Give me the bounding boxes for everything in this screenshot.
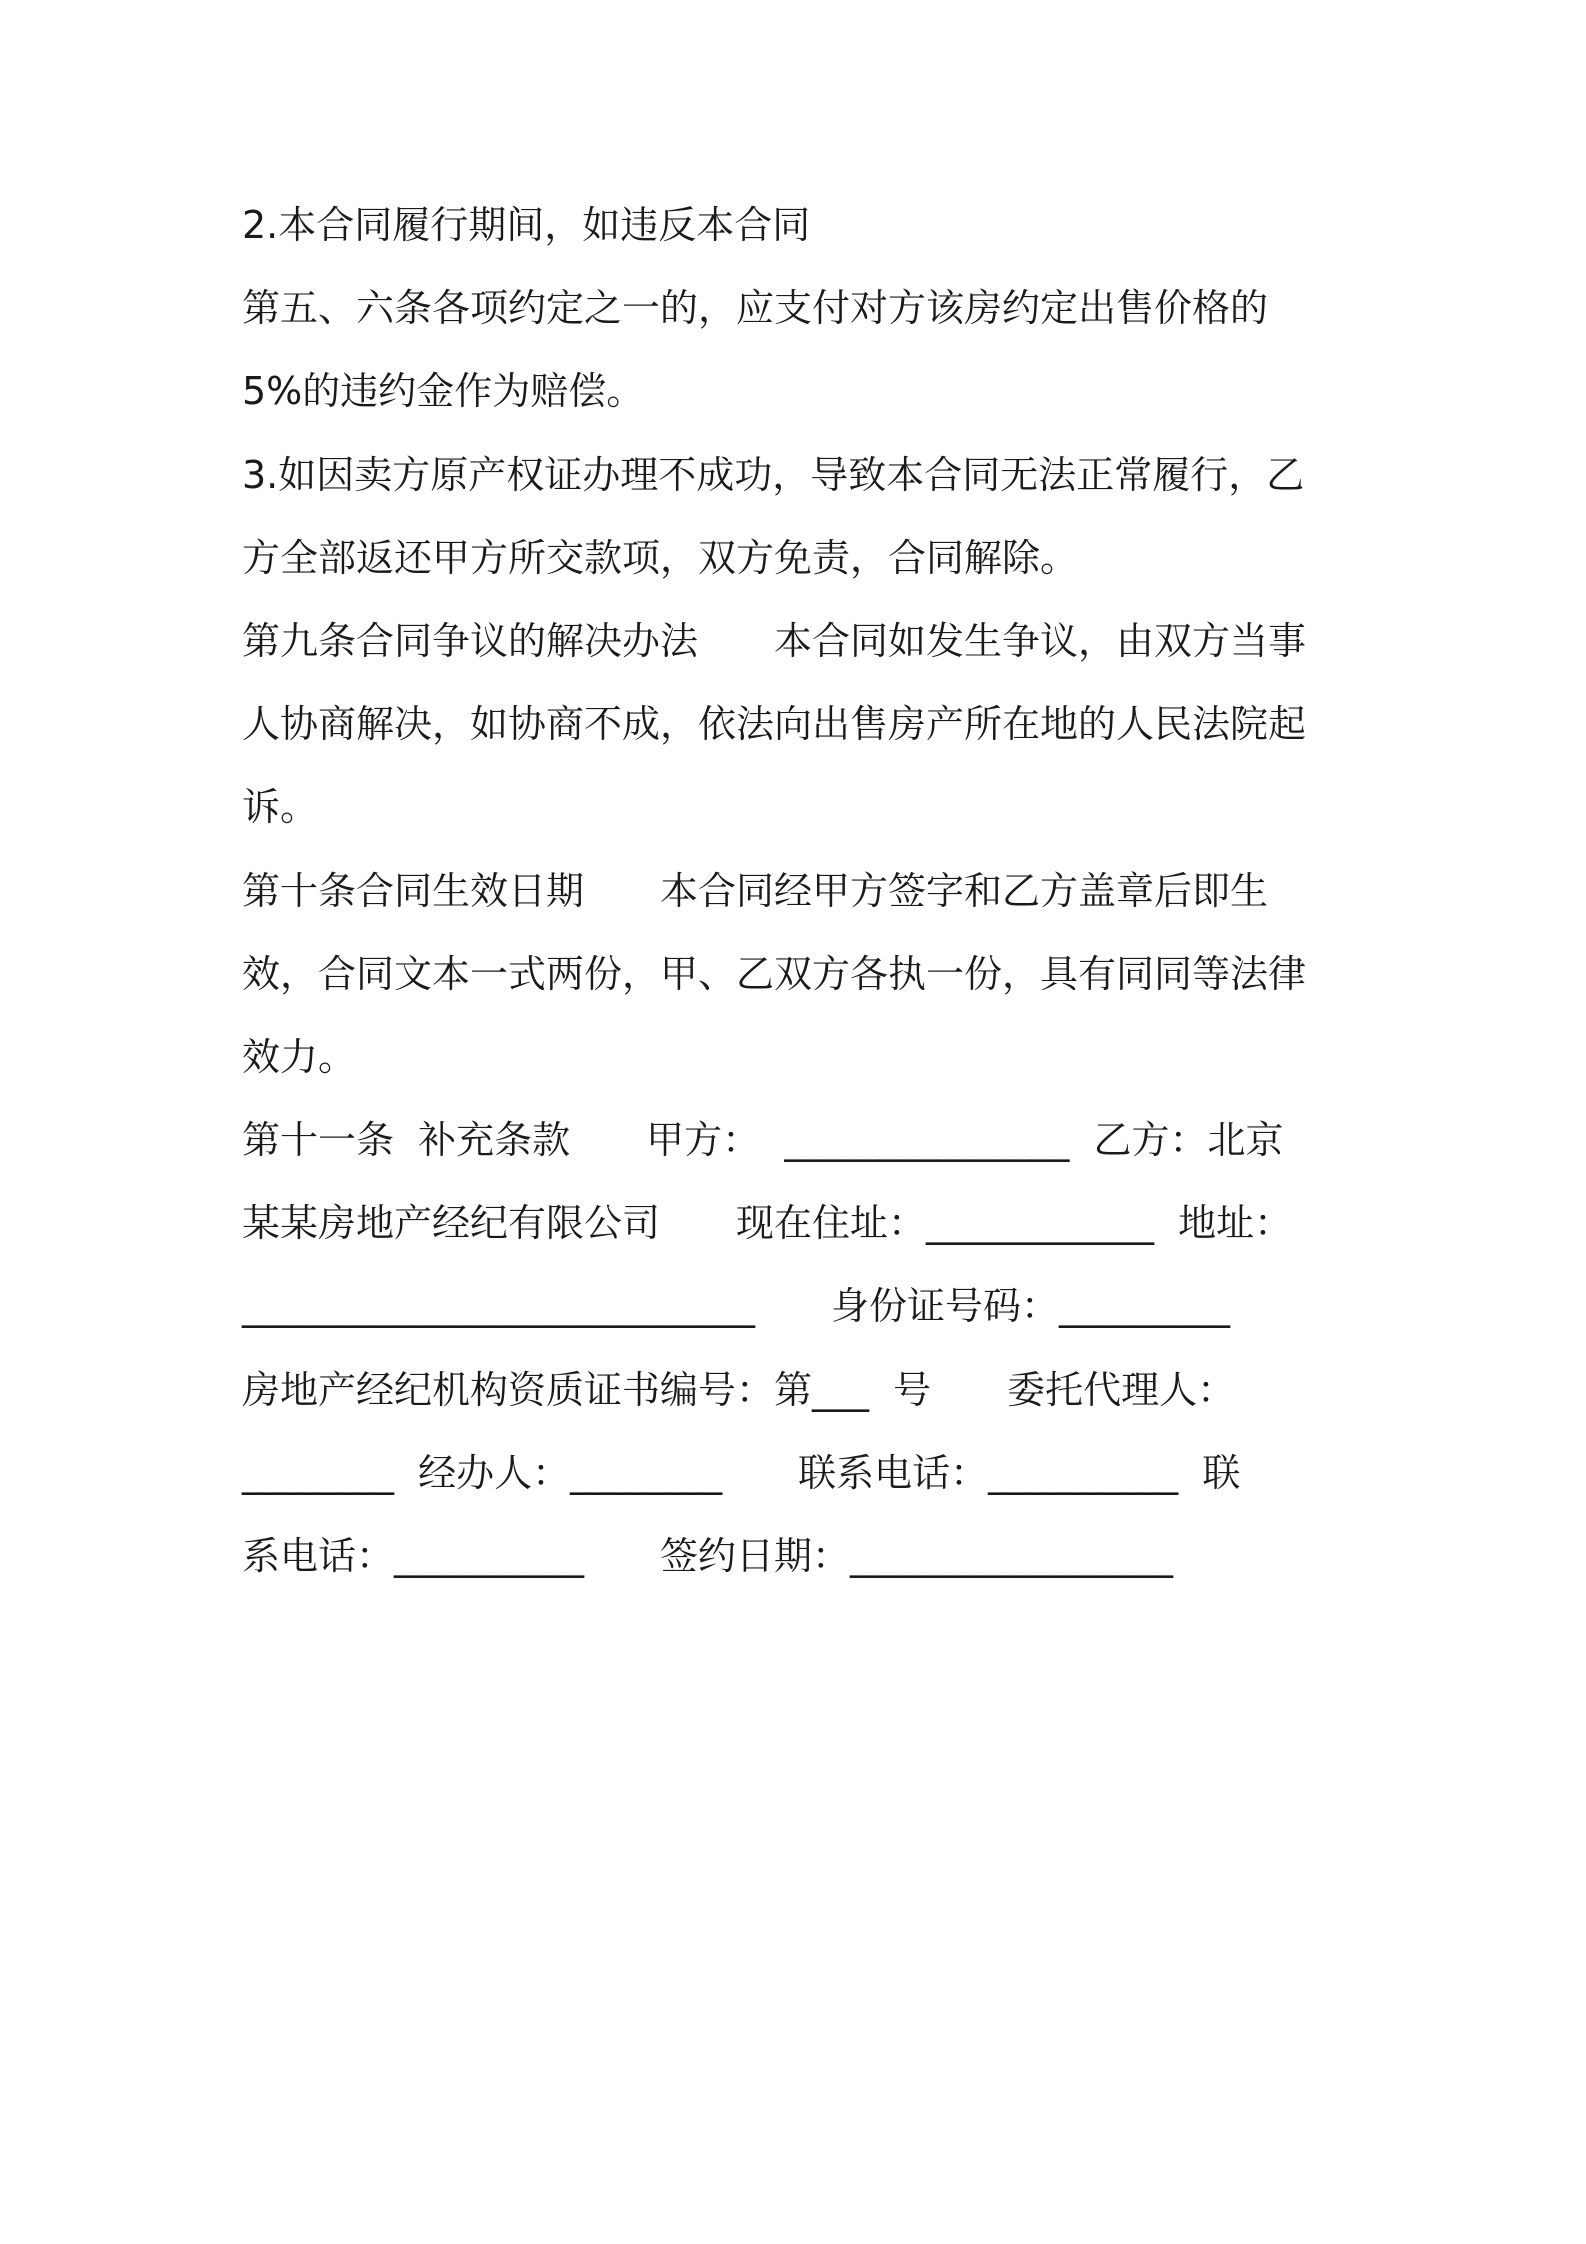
text-line: 效，合同文本一式两份，甲、乙双方各执一份，具有同同等法律	[242, 951, 1307, 996]
text-line: ________ 经办人：________ 联系电话：__________ 联	[242, 1450, 1241, 1495]
text-line: 人协商解决，如协商不成，依法向出售房产所在地的人民法院起	[242, 702, 1307, 747]
text-line: 方全部返还甲方所交款项，双方免责，合同解除。	[242, 535, 1079, 580]
text-line: 第五、六条各项约定之一的，应支付对方该房约定出售价格的	[242, 286, 1269, 331]
text-line: 房地产经纪机构资质证书编号：第___ 号 委托代理人：	[242, 1367, 1236, 1412]
text-line: 3.如因卖方原产权证办理不成功，导致本合同无法正常履行，乙	[242, 452, 1305, 497]
text-line: ___________________________ 身份证号码：_________	[242, 1284, 1231, 1329]
text-line: 5%的违约金作为赔偿。	[242, 369, 645, 414]
text-line: 第十一条 补充条款 甲方： _______________ 乙方：北京	[242, 1118, 1284, 1163]
text-line: 系电话：__________ 签约日期：_________________	[242, 1534, 1174, 1578]
text-line: 第九条合同争议的解决办法 本合同如发生争议，由双方当事	[242, 618, 1307, 663]
text-line: 效力。	[242, 1034, 357, 1079]
text-line: 诉。	[242, 785, 319, 830]
text-line: 第十条合同生效日期 本合同经甲方签字和乙方盖章后即生	[242, 868, 1269, 913]
text-line: 2.本合同履行期间，如违反本合同	[242, 203, 811, 247]
text-line: 某某房地产经纪有限公司 现在住址：____________ 地址：	[242, 1201, 1293, 1246]
contract-page	[242, 196, 1354, 1610]
